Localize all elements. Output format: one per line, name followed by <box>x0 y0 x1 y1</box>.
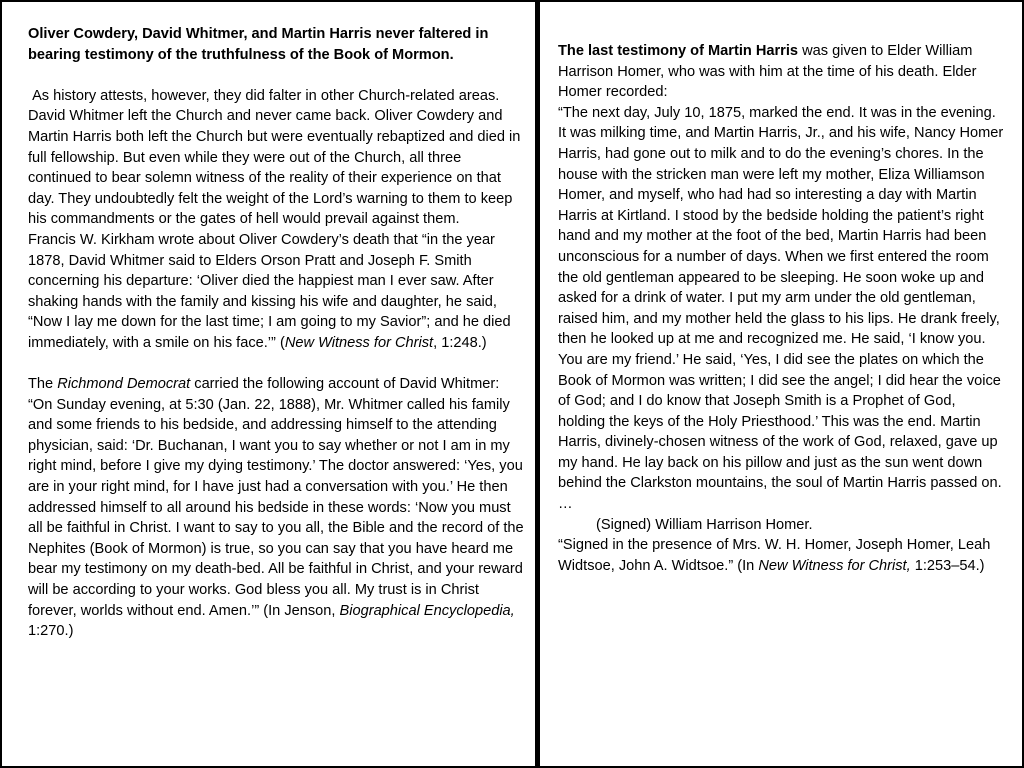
right-intro: The last testimony of Martin Harris was given to Elder William Harrison Homer, who was with him at the time of his death. Elder Homer recorded: <box>558 43 977 101</box>
right-text-panel <box>537 0 1024 768</box>
left-paragraph-2: Francis W. Kirkham wrote about Oliver Cowdery’s death that “in the year 1878, David Whitmer said to Elders Orson Pratt and Joseph F. Smith concerning his departure: ‘Oliver died the happiest man I ever saw. After shaking hands with the family and kissing his wife and daughter, he said, “Now I lay me down for the last time; I am going to my Savior”; and he died immediately, with a smile on his face.’” (New Witness for Christ, 1:248.) <box>28 231 511 351</box>
citation-title: Biographical Encyclopedia, <box>339 602 515 619</box>
left-paragraph-1: As history attests, however, they did falter in other Church-related areas. David Whitmer left the Church and never came back. Oliver Cowdery and Martin Harris both left the Church but were eventually rebaptized and died in full fellowship. But even while they were out of the Church, all three continued to bear solemn witness of the reality of their experience on that day. They undoubtedly felt the weight of the Lord’s warning to them to keep his commandments or the gates of hell would prevail against them. <box>28 87 525 228</box>
right-presence: “Signed in the presence of Mrs. W. H. Homer, Joseph Homer, Leah Widtsoe, John A. Widtsoe.” (In New Witness for Christ, 1:253–54.) <box>558 537 991 574</box>
newspaper-title: Richmond Democrat <box>57 376 191 393</box>
signature-line: (Signed) William Harrison Homer. <box>596 516 813 533</box>
paragraph-gap <box>28 65 524 86</box>
right-text-body <box>558 41 1004 576</box>
left-text-body <box>28 24 524 642</box>
right-heading: The last testimony of Martin Harris <box>558 43 799 59</box>
paragraph-gap <box>28 354 524 375</box>
left-heading: Oliver Cowdery, David Whitmer, and Martin Harris never faltered in bearing testimony of the truthfulness of the Book of Mormon. <box>28 26 489 63</box>
citation-title: New Witness for Christ, <box>758 557 911 574</box>
right-quote: “The next day, July 10, 1875, marked the end. It was in the evening. It was milking time, and Martin Harris, Jr., and his wife, Nancy Homer Harris, had gone out to milk and to do the evening’s chores. In the house with the stricken man were left my mother, Eliza Williamson Homer, and myself, who had had so interesting a day with Martin Harris at Kirtland. I stood by the bedside holding the patient’s right hand and my mother at the foot of the bed, Martin Harris had been unconscious for a number of days. When we first entered the room the old gentleman appeared to be sleeping. He soon woke up and asked for a drink of water. I put my arm under the old gentleman, raised him, and my mother held the glass to his lips. He drank freely, then he looked up at me and recognized me. He said, ‘I know you. You are my friend.’ He said, ‘Yes, I did see the plates on which the Book of Mormon was written; I did see the angel; I did hear the voice of God; and I do know that Joseph Smith is a Prophet of God, holding the keys of the Holy Priesthood.’ This was the end. Martin Harris, divinely-chosen witness of the work of God, relaxed, gave up my hand. He lay back on his pillow and just as the sun went down behind the Clarkston mountains, the soul of Martin Harris passed on. … <box>558 104 1004 513</box>
left-paragraph-3: The Richmond Democrat carried the following account of David Whitmer: “On Sunday evening, at 5:30 (Jan. 22, 1888), Mr. Whitmer called his family and some friends to his bedside, and addressing himself to the attending physician, said: ‘Dr. Buchanan, I want you to say whether or not I am in my right mind, before I give my dying testimony.’ The doctor answered: ‘Yes, you are in your right mind, for I have just had a conversation with you.’ He then addressed himself to all around his bedside in these words: ‘Now you must all be faithful in Christ. I want to say to you all, the Bible and the record of the Nephites (Book of Mormon) is true, so you can say that you have heard me bear my testimony on my death-bed. All be faithful in Christ, and your reward will be according to your works. God bless you all. My trust is in Christ forever, worlds without end. Amen.’” (In Jenson, Biographical Encyclopedia, 1:270.) <box>28 376 524 640</box>
citation-title: New Witness for Christ <box>284 334 434 351</box>
